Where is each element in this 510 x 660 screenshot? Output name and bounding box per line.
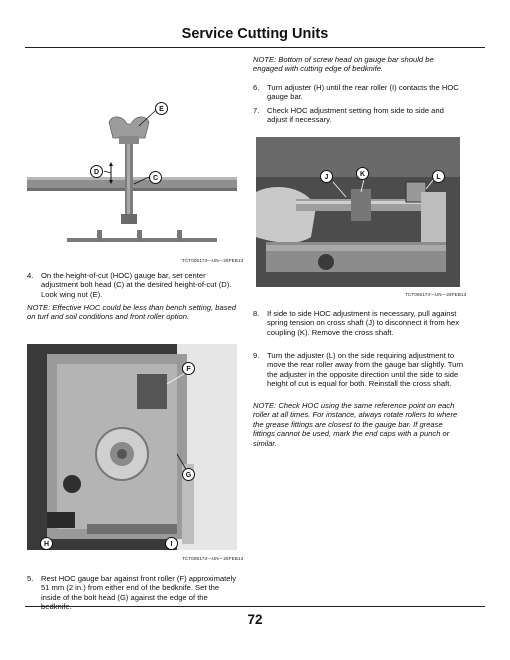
callout-g: G bbox=[182, 468, 195, 481]
step-5-number: 5. bbox=[27, 574, 34, 583]
step-5-text: Rest HOC gauge bar against front roller (F) approximately 51 mm (2 in.) from either end of the bedknife. Set the inside of the bolt head (G) against the edge of the bbox=[41, 574, 236, 602]
callout-f: F bbox=[182, 362, 195, 375]
step-8-text: If side to side HOC adjustment is necessary, pull against spring tension on cross shaft (J) to disconnect it from hex coupling (K). Remove the cross shaft. bbox=[267, 309, 460, 337]
step-9-number: 9. bbox=[253, 351, 260, 360]
footer-rule bbox=[25, 606, 485, 607]
page-title: Service Cutting Units bbox=[181, 26, 329, 42]
step-4 bbox=[27, 271, 235, 299]
callout-c: C bbox=[149, 171, 162, 184]
figure-cutting-unit bbox=[27, 344, 237, 550]
step-7-number: 7. bbox=[253, 106, 260, 115]
note-effective-hoc: NOTE: Effective HOC could be less than bench setting, based on turf and soil conditions and front roller option. bbox=[27, 303, 236, 322]
step-6 bbox=[253, 83, 465, 102]
step-7 bbox=[253, 106, 465, 125]
figure-cross-shaft bbox=[256, 137, 460, 287]
step-9-text: Turn the adjuster (L) on the side requiring adjustment to move the rear roller away from the gauge bar slightly. Turn the adjuster in the opposite direction until the side to side height of cut is equal for both. Reinstall the cross shaft. bbox=[267, 351, 464, 389]
note-reference-point: NOTE: Check HOC using the same reference point on each roller at all times. For instance, always rotate rollers to where the grease fittings are closest to the gauge bar. If grease fittings cannot be used, mark the end caps with a punch or similar. bbox=[253, 401, 458, 448]
step-4-number: 4. bbox=[27, 271, 34, 280]
step-9 bbox=[253, 351, 465, 389]
callout-i: I bbox=[165, 537, 178, 550]
callout-h: H bbox=[40, 537, 53, 550]
figure2-caption: TCT006173—UN—26FEB13 bbox=[182, 556, 244, 561]
figure1-caption: TCT006173—UN—26FEB13 bbox=[182, 258, 244, 263]
step-8-number: 8. bbox=[253, 309, 260, 318]
step-4-text: On the height-of-cut (HOC) gauge bar, set center adjustment bolt head (C) at the desired height-of-cut (D). Look wing nut (E). bbox=[41, 271, 232, 299]
step-7-text: Check HOC adjustment setting from side to side and adjust if necessary. bbox=[267, 106, 444, 125]
figure-gauge-bar bbox=[27, 56, 237, 252]
page-number: 72 bbox=[247, 612, 263, 627]
step-6-text: Turn adjuster (H) until the rear roller (I) contacts the HOC gauge bar. bbox=[267, 83, 459, 102]
step-8 bbox=[253, 309, 465, 337]
callout-j: J bbox=[320, 170, 333, 183]
callout-e: E bbox=[155, 102, 168, 115]
callout-d: D bbox=[90, 165, 103, 178]
figure3-caption: TCT006174—UN—26FEB13 bbox=[405, 292, 467, 297]
callout-k: K bbox=[356, 167, 369, 180]
callout-l: L bbox=[432, 170, 445, 183]
header-rule bbox=[25, 47, 485, 48]
note-screw-head: NOTE: Bottom of screw head on gauge bar should be engaged with cutting edge of bedknife. bbox=[253, 55, 434, 74]
step-6-number: 6. bbox=[253, 83, 260, 92]
